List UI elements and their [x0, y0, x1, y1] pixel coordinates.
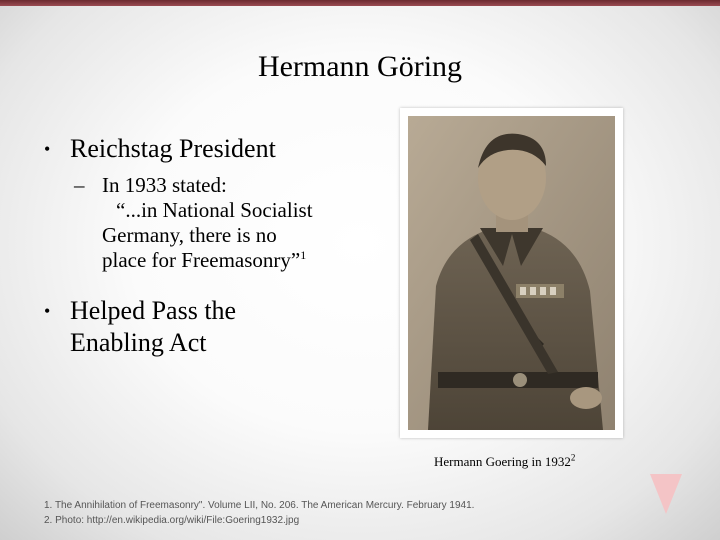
dash-icon: – [74, 173, 85, 197]
photo-caption [434, 454, 575, 470]
bullet-line-1: Helped Pass the [70, 296, 237, 325]
bullet-dot-icon: • [44, 139, 51, 159]
portrait-photo [408, 116, 615, 430]
bullet-text [70, 295, 236, 359]
bullet-text: Reichstag President [70, 134, 276, 163]
slide-title: Hermann Göring [257, 50, 463, 83]
bullet-dot-icon: • [44, 301, 51, 321]
quote-line-2: “...in National Socialist [116, 198, 313, 222]
footnote-mark-1: 1 [300, 248, 307, 262]
decorative-triangle-icon [648, 468, 684, 518]
sub-bullet-text [102, 173, 313, 273]
footnote-1: 1. The Annihilation of Freemasonry". Volume LII, No. 206. The American Mercury. February 1941. [44, 500, 475, 511]
bullet-line-2: Enabling Act [70, 328, 207, 357]
quote-line-1: In 1933 stated: [102, 173, 227, 197]
caption-text: Hermann Goering in 1932 [434, 454, 571, 469]
quote-line-3: Germany, there is no [102, 223, 277, 247]
top-accent-bar [0, 0, 720, 6]
footnotes [44, 498, 474, 528]
quote-line-4 [102, 248, 313, 273]
quote-line-4-text: place for Freemasonry” [102, 248, 301, 272]
footnote-mark-2: 2 [570, 452, 576, 463]
portrait-photo-frame [400, 108, 623, 438]
footnote-2: 2. Photo: http://en.wikipedia.org/wiki/File:Goering1932.jpg [44, 515, 300, 526]
